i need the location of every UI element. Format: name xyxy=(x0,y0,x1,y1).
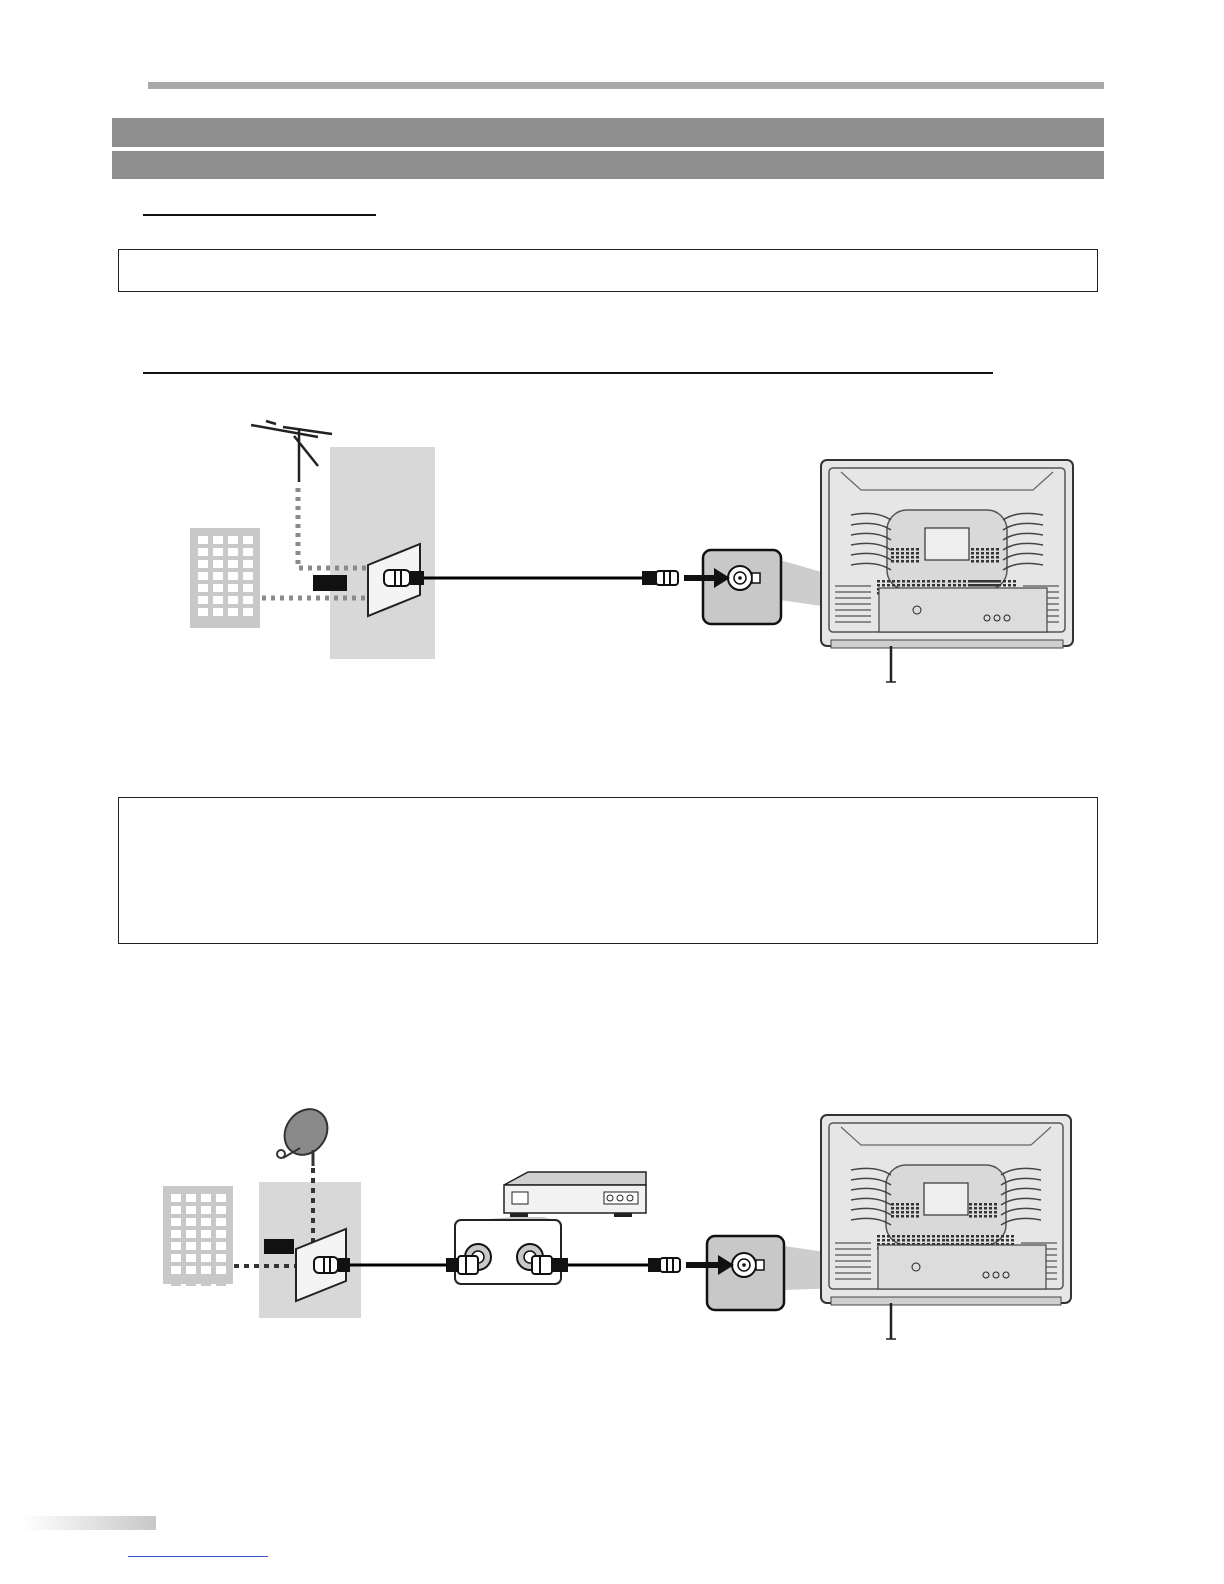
tv-coax-plug xyxy=(648,1258,680,1272)
cable-satellite-box xyxy=(504,1172,646,1217)
footer-link-underline xyxy=(128,1556,268,1557)
cable-building-icon xyxy=(163,1186,233,1286)
wall-coax-plug xyxy=(314,1257,350,1273)
page-number-bar xyxy=(22,1516,156,1530)
signal-splitter-label xyxy=(264,1239,294,1254)
tv-rear-panel xyxy=(821,1115,1071,1339)
satellite-dish-icon xyxy=(276,1101,336,1166)
rf-in-jack xyxy=(446,1244,491,1274)
